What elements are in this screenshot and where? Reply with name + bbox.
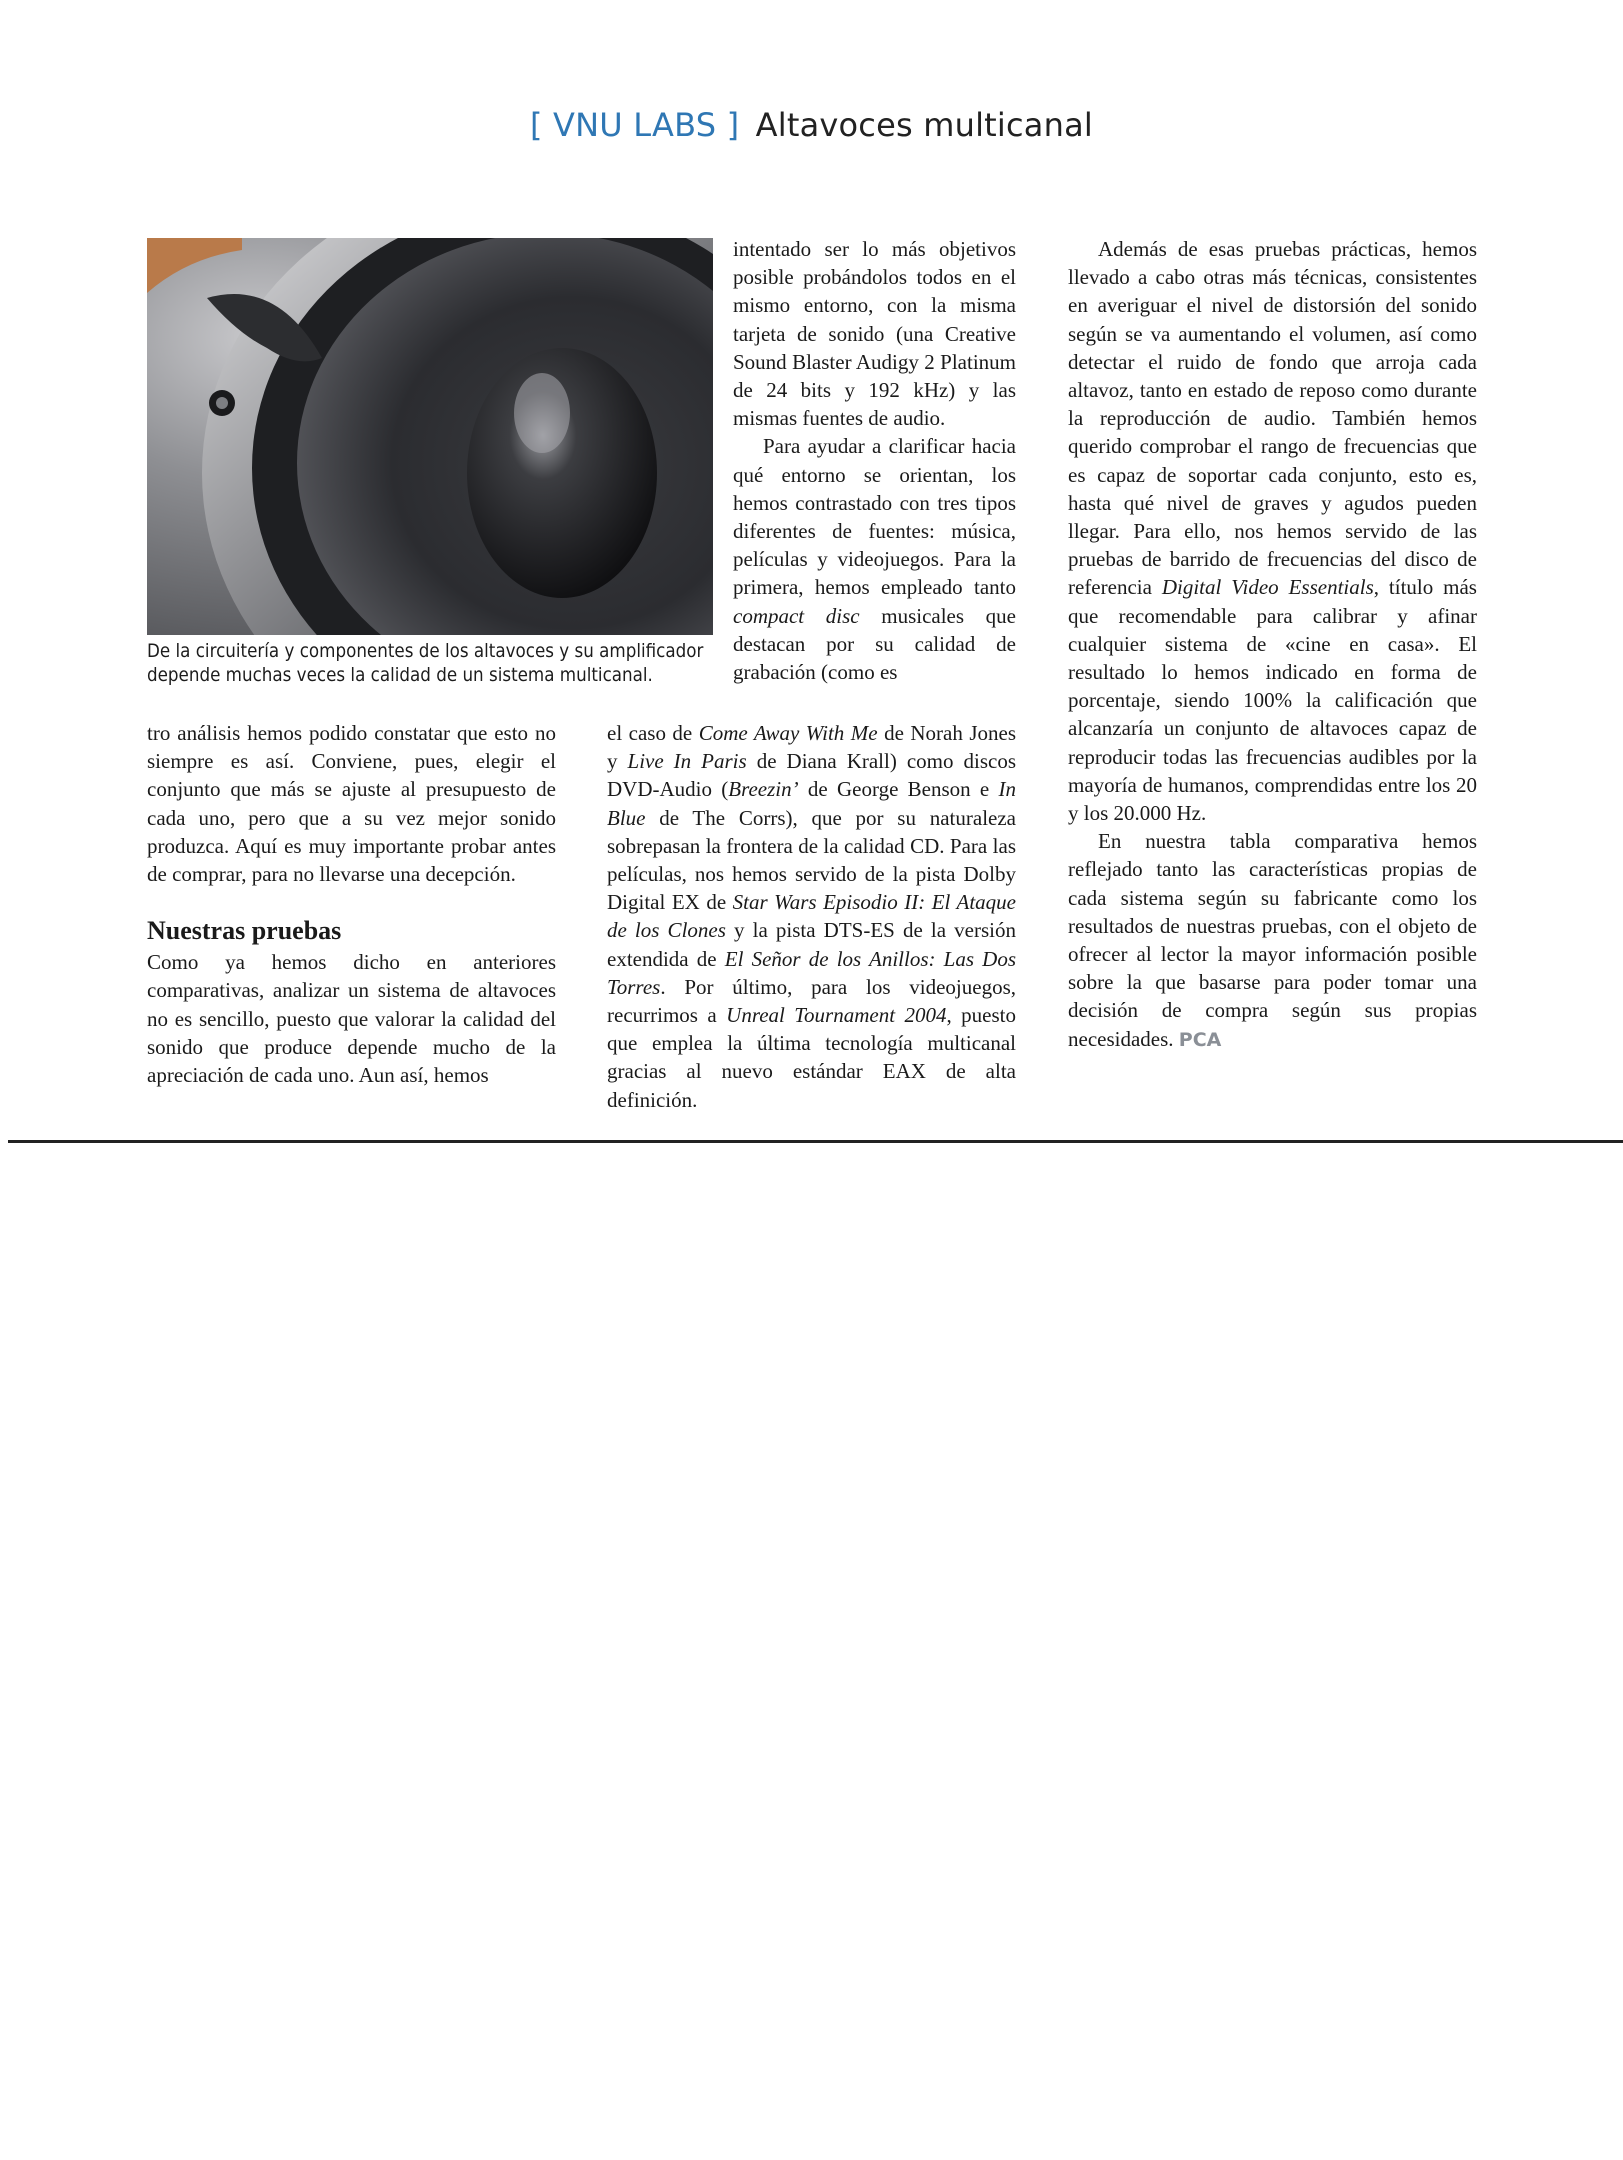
paragraph: Como ya hemos dicho en anteriores comparativas, analizar un sistema de altavoces no es sencillo, puesto que valorar la calidad del sonido que produce depende mucho de la apreciación de cada uno. Aun así, hemos [147, 950, 556, 1088]
italic-title: Star Wars Episodio II: El Ataque de los Clones [607, 890, 1016, 943]
section-heading: Nuestras pruebas [147, 916, 342, 946]
paragraph [1068, 827, 1477, 1054]
italic-title: Digital Video Essentials [1161, 575, 1374, 600]
paragraph [607, 719, 1016, 1114]
text-run: de Diana Krall) como discos DVD-Audio ( [607, 749, 1017, 802]
photo-caption [147, 640, 705, 688]
bottom-rule [8, 1140, 1623, 1143]
paragraph [1068, 235, 1477, 827]
italic-title: Breezin’ [728, 777, 799, 802]
paragraph: tro análisis hemos podido constatar que esto no siempre es así. Conviene, pues, elegir el conjunto que más se ajuste al presupuesto de cada uno, pero que a su vez mejor sonido produzca. Aquí es muy importante probar antes de comprar, para no llevarse una decepción. [147, 721, 556, 887]
text-run: el caso de [607, 721, 699, 745]
italic-title: compact disc [733, 603, 860, 628]
italic-title: Come Away With Me [698, 721, 878, 745]
italic-title: In Blue [607, 777, 1017, 830]
text-run: . Por último, para los videojuegos, recurrimos a [607, 974, 1016, 1028]
section-label: [ VNU LABS ] [529, 106, 740, 144]
text-run: , título más que recomendable para calibrar y afinar cualquier sistema de «cine en casa». El resultado lo hemos indicado en forma de porcentaje, siendo 100% la calificación que alcanzaría un conjunto de altavoces capaz de reproducir todas las frecuencias audibles por la mayoría de humanos, comprendidas entre los 20 y los 20.000 Hz. [1068, 575, 1477, 826]
text-run: y la pista DTS-ES de la versión extendida de [607, 918, 1016, 971]
text-run: Además de esas pruebas prácticas, hemos llevado a cabo otras más técnicas, consistentes en averiguar el nivel de distorsión del sonido según se va aumentando el volumen, así como detectar el ruido de fondo que arroja cada altavoz, tanto en estado de reposo como durante la reproducción de audio. También hemos querido comprobar el rango de frecuencias que es capaz de soportar cada conjunto, esto es, hasta qué nivel de graves y agudos pueden llegar. Para ello, nos hemos servido de las pruebas de barrido de frecuencias del disco de referencia [1068, 237, 1477, 600]
paragraph [733, 432, 1016, 686]
column-2-bottom [607, 719, 1016, 1114]
caption-line: depende muchas veces la calidad de un sistema multicanal. [147, 665, 653, 686]
page-title: Altavoces multicanal [755, 106, 1093, 144]
column-1 [147, 719, 556, 1089]
text-run: , puesto que emplea la última tecnología multicanal gracias al nuevo estándar EAX de alta definición. [607, 1003, 1016, 1112]
column-2-top [733, 235, 1016, 686]
text-run: de Norah Jones y [607, 721, 1017, 774]
italic-title: Live In Paris [627, 749, 747, 774]
text-run: de The Corrs), que por su naturaleza sobrepasan la frontera de la calidad CD. Para las películas, nos hemos servido de la pista Dolby Digital EX de [607, 805, 1016, 915]
caption-line: De la circuitería y componentes de los altavoces y su amplificador [147, 641, 704, 662]
paragraph: intentado ser lo más objetivos posible probándolos todos en el mismo entorno, con la misma tarjeta de sonido (una Creative Sound Blaster Audigy 2 Platinum de 24 bits y 192 kHz) y las mismas fuentes de audio. [733, 237, 1016, 431]
text-run: En nuestra tabla comparativa hemos reflejado tanto las características propias de cada sistema según su fabricante como los resultados de nuestras pruebas, con el objeto de ofrecer al lector la mayor información posible sobre la que basarse para poder tomar una decisión de compra según sus propias necesidades. [1068, 829, 1477, 1051]
text-run: musicales que destacan por su calidad de grabación (como es [733, 603, 1016, 685]
column-3 [1068, 235, 1477, 1054]
page-header [0, 106, 1623, 144]
italic-title: Unreal Tournament 2004 [726, 1003, 947, 1028]
author-signature: PCA [1178, 1028, 1222, 1051]
speaker-photo [147, 238, 713, 635]
italic-title: El Señor de los Anillos: Las Dos Torres [607, 946, 1016, 999]
text-run: Para ayudar a clarificar hacia qué entorno se orientan, los hemos contrastado con tres tipos diferentes de fuentes: música, películas y videojuegos. Para la primera, hemos empleado tanto [733, 434, 1016, 600]
text-run: de George Benson e [798, 777, 999, 802]
